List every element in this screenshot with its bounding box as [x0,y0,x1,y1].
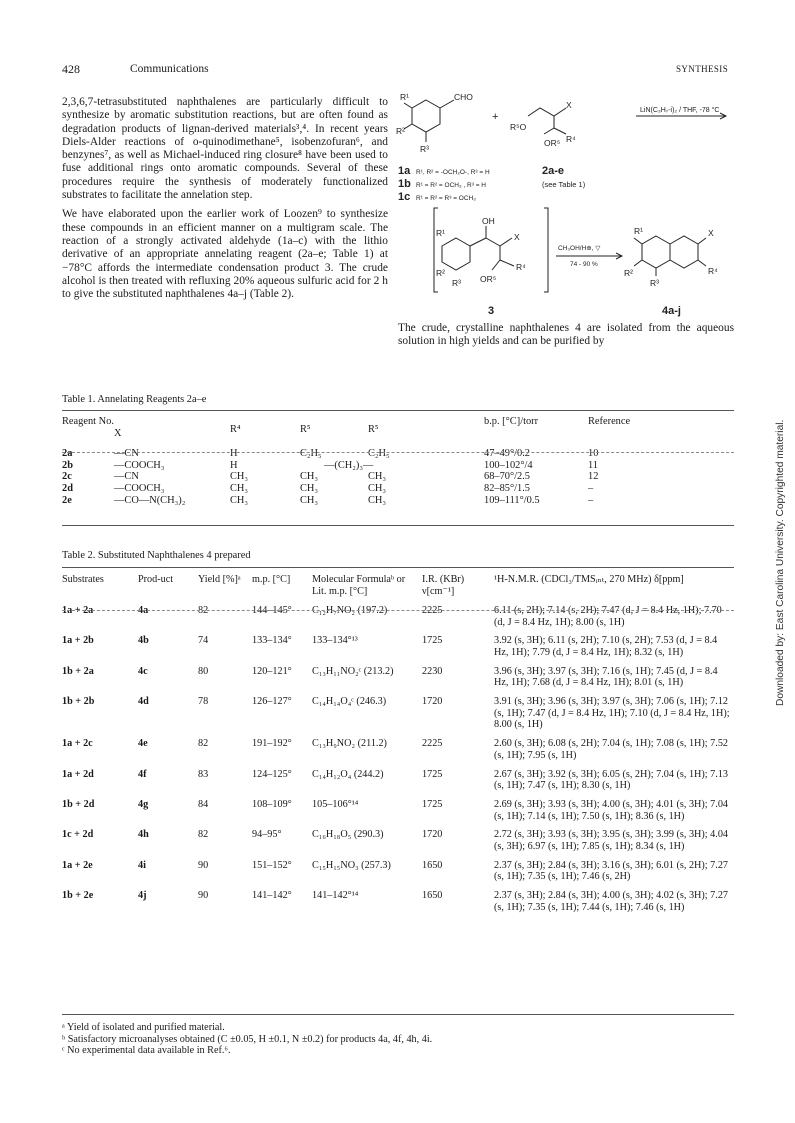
t2-cell: 4f [138,768,147,780]
t2-cell: 1a + 2e [62,859,93,871]
table2-row [62,696,734,738]
table2-row [62,860,734,890]
table2-row [62,769,734,799]
table1-header-rule [62,452,734,453]
atom-x-3: X [514,232,520,242]
t1-cell: 109–111°/0.5 [484,494,540,506]
t2-cell: 83 [198,768,209,780]
reagent-acid: CH₃OH/H⊕, ▽ [558,245,601,252]
paragraph-method: We have elaborated upon the earlier work of Loozen⁹ to synthesize these compounds in an efficient manner on a multigram scale. The reaction of a strongly activated aldehyde (1a–c) with the lithio derivative of an appropriate annelating reagent (2a–e; Table 1) at −78°C affords the intermediate condensation product 3. The crude alcohol is then treated with refluxing 20% aqueous sulfuric acid for 2 h to give the substituted naphthalenes 4a–j (Table 2). [62,208,388,301]
t1-cell: —COOCH₃ [114,482,165,494]
t2-cell: 80 [198,665,209,677]
label-1a: 1a [398,165,411,177]
table2-row [62,890,734,920]
reaction-scheme [396,90,736,320]
t2-cell: 2.69 (s, 3H); 3.93 (s, 3H); 4.00 (s, 3H); 4.01 (s, 3H); 7.04 (s, 1H); 7.14 (s, 1H); 7.50 (s, 1H); 8.36 (s, 1H) [494,798,729,822]
t2-cell: C₁₃H₁₁NO₂ᶜ (213.2) [312,665,394,677]
section-title: Communications [130,63,209,75]
atom-r4: R⁴ [566,134,576,144]
t1-cell: C₂H₅ [300,448,322,460]
benzene-ring-1 [412,100,440,132]
t2-cell: 2.67 (s, 3H); 3.92 (s, 3H); 6.05 (s, 2H); 7.04 (s, 1H); 7.13 (s, 1H); 7.47 (s, 1H); 8.30 (s, 1H) [494,768,729,792]
atom-r1: R¹ [400,92,409,102]
t2-head-yield: Yield [%]ᵃ [198,574,241,585]
t2-cell: 3.96 (s, 3H); 3.97 (s, 3H); 7.16 (s, 1H); 7.45 (d, J = 8.4 Hz, 1H); 7.68 (d, J = 8.4 Hz, 1H); 8.01 (s, 1H) [494,665,718,689]
t2-cell: 4g [138,798,149,810]
t2-head-mp: m.p. [°C] [252,574,291,585]
t2-cell: 1a + 2a [62,604,94,616]
desc-2: (see Table 1) [542,180,586,189]
t2-cell: 133–134° [252,635,292,647]
t1-cell: 12 [588,471,599,483]
table2-caption: Table 2. Substituted Naphthalenes 4 prepared [62,550,251,561]
t1-cell: H [230,448,238,460]
t1-cell: 10 [588,448,599,460]
t1-head-x: X [114,428,122,439]
table1-row [62,471,734,483]
table2-top-rule [62,567,734,568]
t1-cell: 2a [62,448,73,460]
table1-row [62,460,734,472]
t2-cell: 1a + 2d [62,768,94,780]
t1-cell: 2c [62,471,72,483]
t1-cell: CH₃ [230,494,249,506]
footnote-a: ᵃ Yield of isolated and purified material. [62,1022,225,1033]
atom-r4-3: R⁴ [516,262,526,272]
t2-cell: 105–106°¹⁴ [312,798,359,810]
atom-or5-3: OR⁵ [480,274,497,284]
t2-cell: 1720 [422,829,443,841]
table1 [62,416,734,506]
t2-head-substrates: Substrates [62,574,104,585]
t1-head-reagent: Reagent No. [62,416,114,427]
t1-cell: H [230,459,238,471]
t2-cell: 4d [138,696,149,708]
atom-r2: R² [396,126,405,136]
t2-cell: 90 [198,859,209,871]
label-1c: 1c [398,191,411,203]
table2-footnotes [62,1022,734,1057]
t1-cell: CH₃ [300,494,319,506]
t2-cell: 108–109° [252,798,292,810]
t2-cell: 2.60 (s, 3H); 6.08 (s, 2H); 7.04 (s, 1H); 7.08 (s, 1H); 7.52 (s, 1H); 7.95 (s, 1H) [494,738,729,761]
t1-cell: 2d [62,482,73,494]
table1-row [62,448,734,460]
t2-cell: 3.91 (s, 3H); 3.96 (s, 3H); 3.97 (s, 3H); 7.06 (s, 1H); 7.12 (s, 1H); 7.47 (d, J = 8.4 Hz, 1H); 7.10 (d, J = 8.4 Hz, 1H); 8.00 (s, 1H) [494,696,730,731]
table2-row [62,738,734,768]
t2-cell: C₁₆H₁₈O₅ (290.3) [312,829,384,841]
t2-cell: 4h [138,829,149,841]
t2-head-nmr: ¹H-N.M.R. (CDCl₃/TMSᵢₙₜ, 270 MHz) δ[ppm] [494,574,684,585]
t2-cell: 2225 [422,738,443,750]
table2 [62,574,734,921]
t2-cell: 4a [138,604,149,616]
plus-sign: + [492,111,499,123]
atom-r3: R³ [420,144,429,154]
t1-cell: 2b [62,459,73,471]
right-column-text: The crude, crystalline naphthalenes 4 are isolated from the aqueous solution in high yields and can be purified by [398,322,734,348]
table2-header-row [62,574,734,605]
t1-cell: —CN [114,471,139,483]
t1-cell: 100–102°/4 [484,459,533,471]
atom-r4-4: R⁴ [708,266,718,276]
t2-cell: 4c [138,665,148,677]
atom-r1-4: R¹ [634,226,643,236]
atom-r3-4: R³ [650,278,659,288]
table1-top-rule [62,410,734,411]
t2-cell: 126–127° [252,696,292,708]
t1-head-r5b: R⁵ [368,424,379,435]
atom-cho: CHO [454,92,473,102]
t2-cell: 4i [138,859,146,871]
table2-row [62,635,734,665]
t2-cell: C₁₂H₇NO₂ (197.2) [312,604,388,616]
atom-r3-3: R³ [452,278,461,288]
t1-cell: CH₃ [300,471,319,483]
t1-head-bp: b.p. [°C]/torr [484,416,539,427]
t1-cell: CH₃ [368,482,387,494]
t2-head-formula: Molecular Formulaᵇ or Lit. m.p. [°C] [312,574,406,598]
t1-cell: C₂H₅ [368,448,390,460]
t1-cell: – [588,494,594,506]
t2-cell: 1650 [422,890,443,902]
t1-cell: —CO—N(CH₃)₂ [114,494,186,506]
atom-r5o: R⁵O [510,122,527,132]
t1-cell: 11 [588,459,599,471]
t2-cell: C₁₅H₁₅NO₃ (257.3) [312,859,391,871]
t1-cell: CH₃ [230,471,249,483]
desc-1a: R¹, R² = -OCH₂O-, R³ = H [416,169,490,176]
t2-cell: 2225 [422,604,443,616]
atom-r2-3: R² [436,268,445,278]
t2-cell: 4j [138,890,147,902]
t1-head-ref: Reference [588,416,631,427]
t1-cell: – [588,482,594,494]
desc-1b: R¹ = R² = OCH₃ , R³ = H [416,182,487,189]
reagent-lda: LiN(C₃H₇-i)₂ / THF, -78 °C [640,107,720,114]
t1-cell: 2e [62,494,72,506]
t2-cell: 4b [138,635,149,647]
t2-cell: C₁₄H₁₂O₄ (244.2) [312,768,384,780]
t1-cell: CH₃ [300,482,319,494]
t2-cell: 124–125° [252,768,292,780]
atom-or5: OR⁵ [544,138,561,148]
t2-cell: 1a + 2b [62,635,94,647]
t2-cell: C₁₃H₉NO₂ (211.2) [312,738,387,750]
t1-cell: 47–49°/0.2 [484,448,531,460]
t2-cell: 1b + 2e [62,890,94,902]
t2-cell: 78 [198,696,209,708]
reagent-yield: 74 - 90 % [570,261,598,268]
t2-head-ir: I.R. (KBr) ν[cm⁻¹] [422,574,465,598]
paragraph-intro: 2,3,6,7-tetrasubstituted naphthalenes are particularly difficult to synthesize by aromatic substitution reactions, but are often found as degradation products of lignan-derived materials³,⁴. In recent years Diels-Alder reactions of o-quinodimethane⁵, isobenzofuran⁶, and benzynes⁷, as well as Michael-induced ring closure⁸ have been used to fuse additional rings onto aromatic compounds. Several of these procedures require the synthesis of moderately functionalized substrates to facilitate the annelation step. [62,96,388,202]
t2-cell: 82 [198,604,209,616]
table2-row [62,666,734,696]
t2-cell: 6.11 (s, 2H); 7.14 (s, 2H); 7.47 (d, J = 8.4 Hz, 1H); 7.70 (d, J = 8.4 Hz, 1H); 8.00 (s, 1H) [494,604,722,628]
t2-cell: 2.37 (s, 3H); 2.84 (s, 3H); 3.16 (s, 3H); 6.01 (s, 2H); 7.27 (s, 1H); 7.35 (s, 1H); 7.46 (s, 2H) [494,859,729,883]
t2-cell: C₁₄H₁₄O₄ᶜ (246.3) [312,696,387,708]
t2-cell: 2.37 (s, 3H); 2.84 (s, 3H); 4.00 (s, 3H); 4.02 (s, 3H); 7.27 (s, 1H); 7.35 (s, 1H); 7.44 (s, 1H); 7.46 (s, 1H) [494,890,729,913]
table1-row [62,495,734,507]
t2-cell: 120–121° [252,665,292,677]
atom-x-4: X [708,228,714,238]
t1-cell: CH₃ [368,494,387,506]
page-number: 428 [62,62,80,76]
t2-cell: 144–145° [252,604,292,616]
t2-cell: 191–192° [252,738,292,750]
t2-cell: 4e [138,738,148,750]
t1-cell: 68–70°/2.5 [484,471,531,483]
table1-header-row [62,416,734,440]
t2-cell: 2230 [422,665,443,677]
t2-cell: 90 [198,890,209,902]
label-1b: 1b [398,178,411,190]
t2-cell: 74 [198,635,209,647]
t2-cell: 133–134°¹³ [312,635,358,647]
table1-bottom-rule [62,525,734,526]
atom-x: X [566,100,572,110]
t2-cell: 141–142° [252,890,292,902]
t2-cell: 82 [198,738,209,750]
table1-row [62,483,734,495]
t1-cell: CH₃ [368,471,387,483]
t2-cell: 3.92 (s, 3H); 6.11 (s, 2H); 7.10 (s, 2H); 7.53 (d, J = 8.4 Hz, 1H); 7.79 (d, J = 8.4 Hz, 1H); 8.32 (s, 1H) [494,635,718,658]
t2-cell: 1650 [422,859,443,871]
t2-cell: 1725 [422,768,443,780]
table2-row [62,829,734,859]
desc-1c: R¹ = R² = R³ = OCH₃ [416,195,476,202]
t2-cell: 1725 [422,635,443,647]
t1-cell: 82–85°/1.5 [484,482,531,494]
t1-cell: —(CH₂)₃— [324,459,374,471]
footnote-c: ᶜ No experimental data available in Ref.⁶. [62,1045,231,1057]
t2-cell: 1b + 2d [62,798,95,810]
table1-caption: Table 1. Annelating Reagents 2a–e [62,394,207,405]
t2-cell: 2.72 (s, 3H); 3.93 (s, 3H); 3.95 (s, 3H); 3.99 (s, 3H); 4.04 (s, 3H); 6.97 (s, 1H); 7.85 (s, 1H); 8.34 (s, 1H) [494,829,729,853]
label-4: 4a-j [662,305,681,317]
t1-cell: —CN [114,448,139,460]
journal-name: SYNTHESIS [676,64,729,74]
download-watermark: Downloaded by: East Carolina University. Copyrighted material. [775,419,786,706]
t1-cell: CH₃ [230,482,249,494]
t2-cell: 151–152° [252,859,292,871]
atom-oh: OH [482,216,495,226]
t2-cell: 1725 [422,798,443,810]
left-column-text [62,96,388,307]
t2-cell: 94–95° [252,829,282,841]
t2-cell: 82 [198,829,209,841]
t2-cell: 1c + 2d [62,829,94,841]
t2-cell: 1a + 2c [62,738,93,750]
atom-r2-4: R² [624,268,633,278]
t1-cell: —COOCH₃ [114,459,165,471]
t2-cell: 84 [198,798,209,810]
t2-head-product: Prod-uct [138,574,174,585]
table2-row [62,799,734,829]
label-3: 3 [488,305,495,317]
footnote-b: ᵇ Satisfactory microanalyses obtained (C ±0.05, H ±0.1, N ±0.2) for products 4a, 4f, 4h, 4i. [62,1033,433,1045]
t2-cell: 1b + 2b [62,696,95,708]
t1-head-r4: R⁴ [230,424,241,435]
atom-r1-3: R¹ [436,228,445,238]
t2-cell: 141–142°¹⁴ [312,890,359,902]
label-2: 2a-e [542,165,565,177]
t1-head-r5a: R⁵ [300,424,311,435]
table2-bottom-rule [62,1014,734,1015]
t2-cell: 1720 [422,696,443,708]
table2-header-rule [62,610,734,611]
t2-cell: 1b + 2a [62,665,94,677]
